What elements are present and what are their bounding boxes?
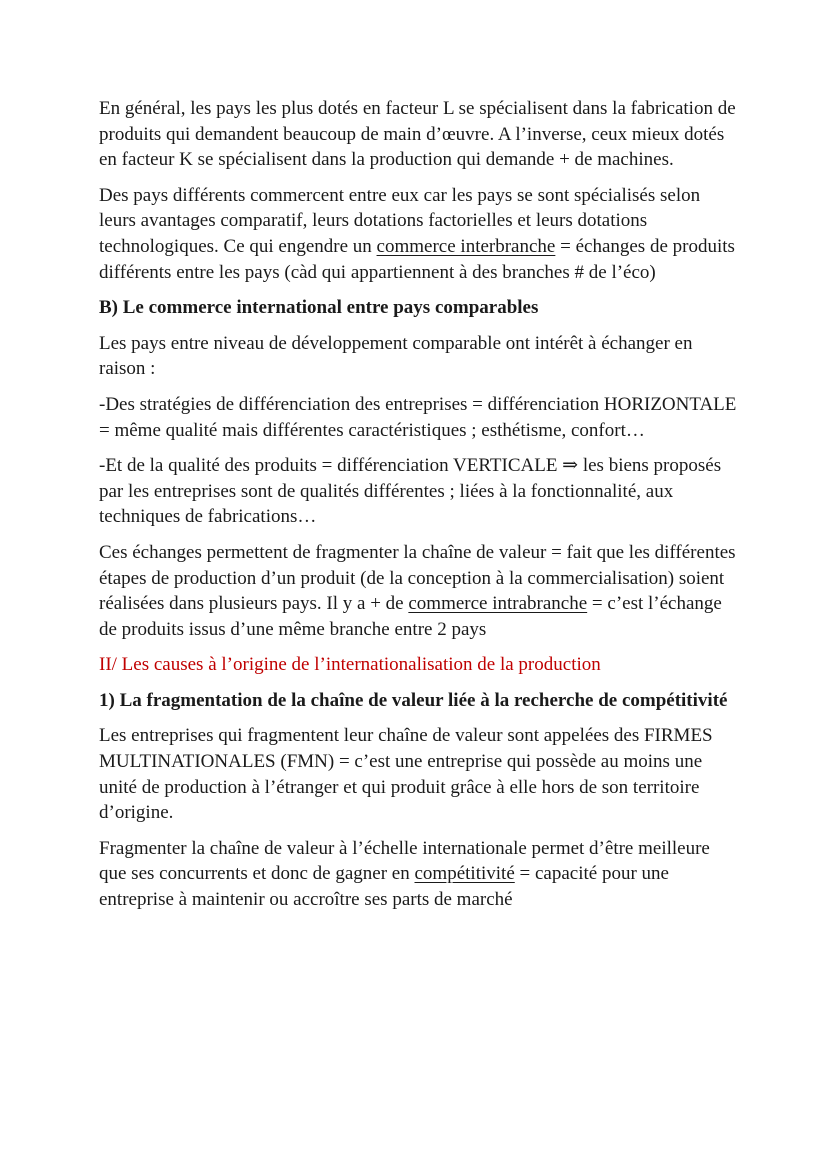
paragraph-text: Fragmenter la chaîne de valeur à l’échelle internationale permet d’être meilleure que ses concurrents et donc de gagner en bbox=[99, 837, 710, 885]
term-commerce-intrabranche: commerce intrabranche bbox=[408, 593, 588, 615]
paragraph-text: = c’est l’échange de produits issus d’une même branche entre 2 pays bbox=[99, 593, 722, 640]
document-page bbox=[99, 96, 739, 923]
section-heading-b: B) Le commerce international entre pays comparables bbox=[99, 297, 539, 319]
section-heading-1: 1) La fragmentation de la chaîne de valeur liée à la recherche de compétitivité bbox=[99, 689, 728, 711]
section-heading-ii: II/ Les causes à l’origine de l’internationalisation de la production bbox=[99, 654, 601, 676]
paragraph-horizontal-differentiation: -Des stratégies de différenciation des entreprises = différenciation HORIZONTALE = même qualité mais différentes caractéristiques ; esthétisme, confort… bbox=[99, 393, 737, 441]
paragraph-text: Des pays différents commercent entre eux car les pays se sont spécialisés selon leurs avantages comparatif, leurs dotations factorielles et leurs dotations technologiques. Ce qui engendre un bbox=[99, 184, 701, 257]
term-competitivite: compétitivité bbox=[414, 863, 515, 885]
paragraph-text: = échanges de produits différents entre les pays (càd qui appartiennent à des branches # de l’éco) bbox=[99, 235, 735, 283]
paragraph-vertical-differentiation: -Et de la qualité des produits = différenciation VERTICALE ⇒ les biens proposés par les entreprises sont de qualités différentes ; liées à la fonctionnalité, aux techniques de fabrications… bbox=[99, 455, 722, 528]
paragraph-text: = capacité pour une entreprise à maintenir ou accroître ses parts de marché bbox=[99, 863, 669, 911]
term-commerce-interbranche: commerce interbranche bbox=[376, 235, 556, 257]
paragraph-fmn: Les entreprises qui fragmentent leur chaîne de valeur sont appelées des FIRMES MULTINATIONALES (FMN) = c’est une entreprise qui possède au moins une unité de production à l’étranger et qui produit grâce à elle hors de son territoire d’origine. bbox=[99, 725, 713, 824]
paragraph-interbranch bbox=[99, 183, 739, 285]
paragraph-comparable-countries: Les pays entre niveau de développement comparable ont intérêt à échanger en raison : bbox=[99, 332, 693, 380]
paragraph-factor-endowment: En général, les pays les plus dotés en facteur L se spécialisent dans la fabrication de produits qui demandent beaucoup de main d’œuvre. A l’inverse, ceux mieux dotés en facteur K se spécialisent dans la production qui demande + de machines. bbox=[99, 98, 736, 171]
paragraph-intrabranch bbox=[99, 540, 739, 642]
paragraph-text: Ces échanges permettent de fragmenter la chaîne de valeur = fait que les différentes étapes de production d’un produit (de la conception à la commercialisation) soient réalisées dans plusieurs pays. Il y a + de bbox=[99, 541, 736, 615]
paragraph-competitiveness bbox=[99, 836, 739, 913]
